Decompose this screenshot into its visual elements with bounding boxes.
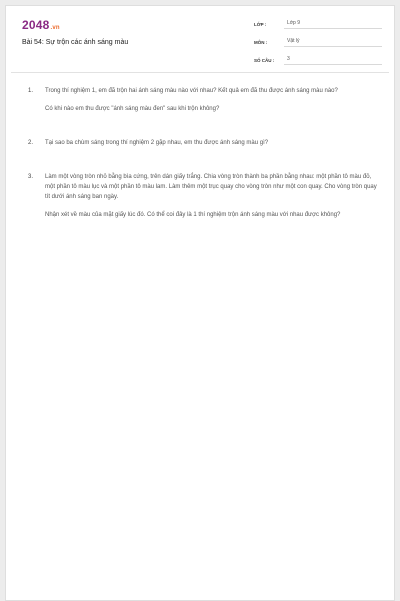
worksheet-page bbox=[5, 5, 395, 601]
question-text: Trong thí nghiệm 1, em đã trộn hai ánh sáng màu nào với nhau? Kết quả em đã thu được ánh sáng màu nào? bbox=[45, 88, 338, 94]
question-body bbox=[45, 86, 378, 122]
logo-main-text: 2048 bbox=[22, 18, 50, 32]
question-number: 3. bbox=[28, 174, 34, 180]
question-text: Có khi nào em thu được "ánh sáng màu đen" sau khi trộn không? bbox=[45, 106, 220, 112]
question-text: Tại sao ba chùm sáng trong thí nghiệm 2 gặp nhau, em thu được ánh sáng màu gì? bbox=[45, 140, 269, 146]
meta-label-subject: MÔN : bbox=[254, 40, 268, 45]
question-item bbox=[28, 138, 378, 156]
meta-row-subject bbox=[254, 35, 382, 47]
meta-value-subject: Vật lý bbox=[284, 38, 382, 47]
meta-value-question-count: 3 bbox=[284, 56, 382, 65]
meta-label-class: LỚP : bbox=[254, 22, 267, 27]
question-body bbox=[45, 172, 378, 228]
logo-suffix-text: .vn bbox=[50, 25, 60, 31]
question-body bbox=[45, 138, 378, 156]
question-number: 2. bbox=[28, 140, 34, 146]
question-item bbox=[28, 172, 378, 228]
question-text: Nhận xét về màu của mặt giấy lúc đó. Có thể coi đây là 1 thí nghiệm trộn ánh sáng màu với nhau được không? bbox=[45, 212, 341, 218]
question-item bbox=[28, 86, 378, 122]
question-text: Làm một vòng tròn nhỏ bằng bìa cứng, trên dán giấy trắng. Chia vòng tròn thành ba phần bằng nhau: một phần tô màu đỏ, một phần tô màu lục và một phần tô màu lam. Làm thêm một trục quay cho vòng tròn như một con quay. Cho vòng tròn quay tít dưới ánh sáng ban ngày. bbox=[45, 174, 377, 200]
worksheet-title: Bài 54: Sự trộn các ánh sáng màu bbox=[22, 39, 129, 46]
header-divider bbox=[11, 72, 389, 73]
meta-value-class: Lớp 9 bbox=[284, 20, 382, 29]
meta-label-question-count: SỐ CÂU : bbox=[254, 58, 275, 63]
question-number: 1. bbox=[28, 88, 34, 94]
worksheet-meta bbox=[254, 17, 382, 71]
meta-row-class bbox=[254, 17, 382, 29]
question-list bbox=[28, 86, 378, 244]
meta-row-question-count bbox=[254, 53, 382, 65]
site-logo[interactable] bbox=[22, 18, 60, 32]
